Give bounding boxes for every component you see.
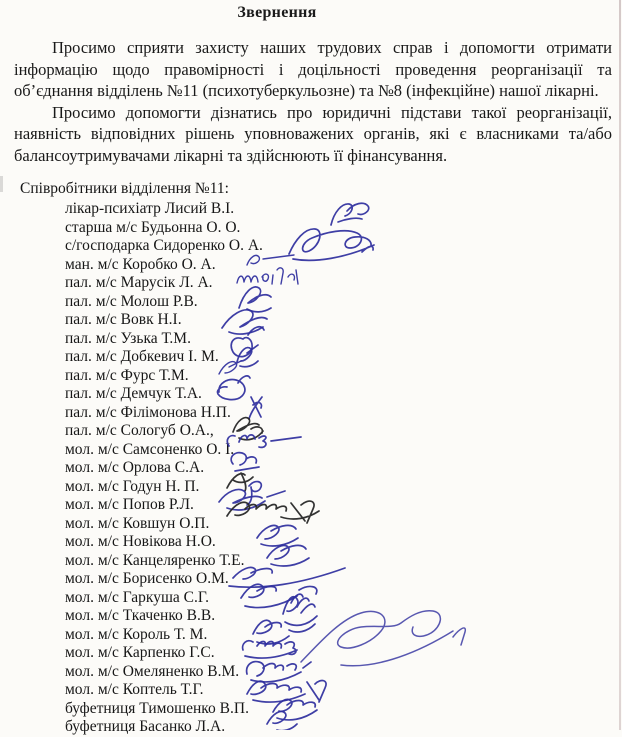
staff-row: пал. м/с Марусік Л. А. — [65, 274, 213, 291]
staff-row: мол. м/с Ткаченко В.В. — [65, 607, 216, 624]
staff-row: мол. м/с Попов Р.Л. — [65, 496, 194, 513]
paragraph-2: Просимо допомогти дізнатись про юридичні підстави такої реорганізації, наявність відповідних рішень уповноважених органів, які є власниками та/або балансоутримувачами лікарні та здійснюють її фінансування. — [14, 102, 612, 165]
staff-row: пал. м/с Демчук Т.А. — [65, 385, 202, 402]
staff-list — [14, 200, 612, 737]
staff-row: мол. м/с Самсоненко О. І. — [65, 440, 235, 458]
staff-row: мол. м/с Карпенко Г.С. — [65, 644, 215, 661]
staff-row: мол. м/с Борисенко О.М. — [65, 570, 229, 587]
paragraph-1: Просимо сприяти захисту наших трудових справ і допомогти отримати інформацію щодо правомірності і доцільності проведення реорганізації та об’єднання відділень №11 (психотуберкульозне) та №8 (інфекційне) нашої лікарні. — [14, 38, 612, 100]
staff-row: пал. м/с Вовк Н.І. — [65, 311, 182, 328]
staff-row: мол. м/с Годун Н. П. — [65, 477, 200, 495]
staff-row: пал. м/с Молош Р.В. — [65, 292, 198, 310]
staff-row: мол. м/с Король Т. М. — [65, 625, 208, 643]
scan-edge-artifact — [619, 0, 621, 730]
staff-row: пал. м/с Добкевич І. М. — [65, 348, 219, 365]
staff-row: пал. м/с Філімонова Н.П. — [65, 403, 231, 421]
staff-list-heading: Співробітники відділення №11: — [20, 180, 229, 197]
staff-row: пал. м/с Сологуб О.А., — [65, 422, 214, 439]
staff-row: мол. м/с Канцеляренко Т.Е. — [65, 551, 245, 569]
document-title: Звернення — [237, 4, 317, 21]
staff-row: мол. м/с Новікова Н.О. — [65, 533, 216, 550]
staff-row: пал. м/с Фурс Т.М. — [65, 366, 189, 384]
staff-row: ман. м/с Коробко О. А. — [65, 255, 216, 273]
scan-smudge-artifact — [0, 176, 3, 192]
staff-row: старша м/с Будьонна О. О. — [65, 218, 241, 236]
staff-row: мол. м/с Омеляненко В.М. — [65, 662, 240, 680]
staff-row: пал. м/с Узька Т.М. — [65, 329, 191, 347]
staff-row: буфетниця Тимошенко В.П. — [65, 699, 249, 717]
staff-row: с/господарка Сидоренко О. А. — [65, 237, 263, 254]
staff-row: мол. м/с Ковшун О.П. — [65, 514, 210, 532]
staff-row: мол. м/с Коптель Т.Г. — [65, 681, 204, 698]
staff-row: лікар-психіатр Лисий В.І. — [65, 200, 235, 217]
staff-row: мол. м/с Гаркуша С.Г. — [65, 588, 209, 606]
staff-row: буфетниця Басанко Л.А. — [65, 718, 226, 735]
staff-row: мол. м/с Орлова С.А. — [65, 459, 205, 476]
